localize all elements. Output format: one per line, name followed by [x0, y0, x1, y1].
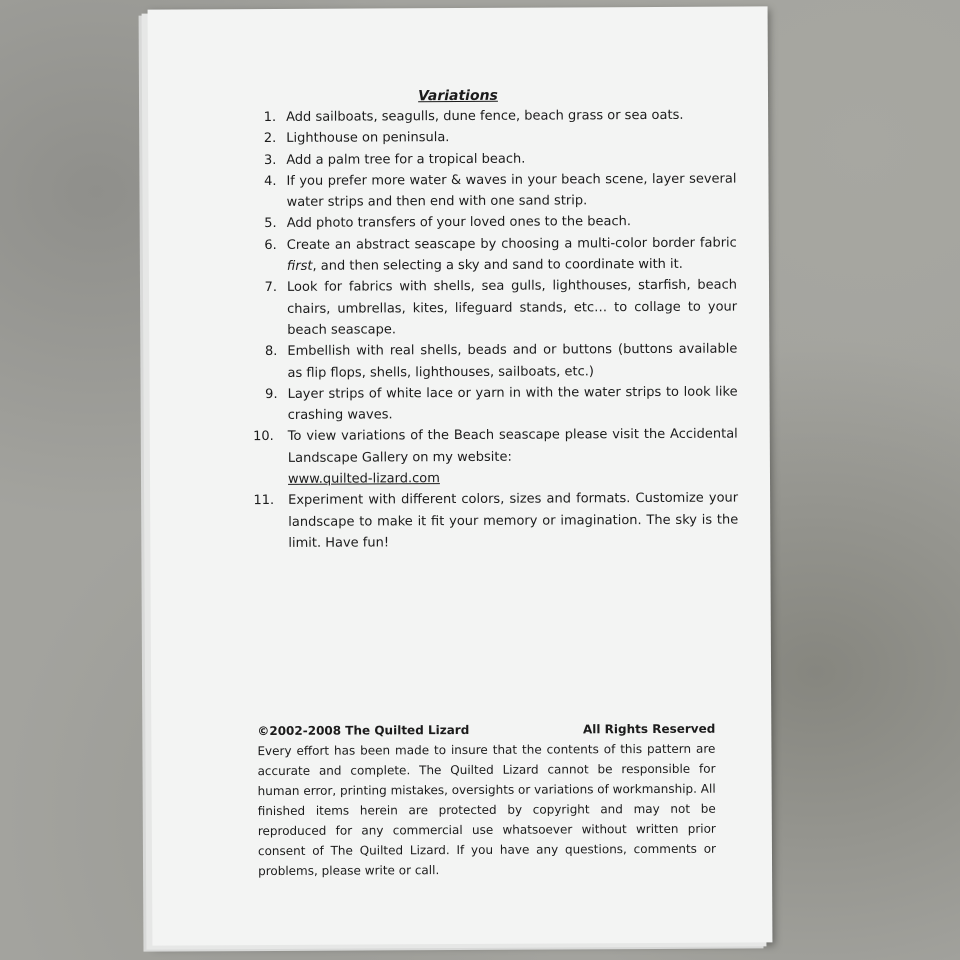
item-number: 6. — [264, 237, 277, 253]
item-text: Embellish with real shells, beads and or buttons (buttons available as flip flops, shells, lighthouses, sailboats, etc.) — [287, 341, 738, 381]
item-text: Add a palm tree for a tropical beach. — [286, 151, 526, 168]
item-text-emphasis: first — [286, 258, 313, 274]
item-text: To view variations of the Beach seascape please visit the Accidental Landscape Gallery on my website: — [287, 426, 738, 466]
item-text: Look for fabrics with shells, sea gulls, lighthouses, starfish, beach chairs, umbrellas, kites, lifeguard stands, etc… to collage to your beach seascape. — [286, 277, 738, 338]
list-item — [259, 275, 737, 341]
website-link[interactable]: www.quilted-lizard.com — [287, 471, 440, 487]
item-text: Add sailboats, seagulls, dune fence, beach grass or sea oats. — [286, 107, 684, 125]
disclaimer-text: Every effort has been made to insure that the contents of this pattern are accurate and complete. The Quilted Lizard cannot be responsible for human error, printing mistakes, oversights or variations of workmanship. All finished items herein are protected by copyright and may not be reproduced for any commercial use whatsoever without written prior consent of The Quilted Lizard. If you have any questions, comments or problems, please write or call. — [257, 741, 716, 879]
footer-header — [257, 719, 715, 741]
list-item — [258, 168, 736, 213]
item-number: 10. — [253, 429, 274, 445]
page-title: Variations — [418, 87, 498, 105]
item-number: 8. — [264, 344, 278, 360]
list-item — [258, 147, 736, 171]
item-text-end: , and then selecting a sky and sand to coordinate with it. — [312, 256, 683, 274]
list-item — [259, 232, 737, 277]
pattern-sheet — [148, 6, 773, 945]
item-number: 1. — [263, 109, 277, 126]
list-item — [259, 211, 737, 235]
copyright-notice: ©2002-2008 The Quilted Lizard — [257, 722, 470, 739]
item-text-start: Create an abstract seascape by choosing a multi-color border fabric — [286, 235, 737, 253]
item-text: Add photo transfers of your loved ones to the beach. — [286, 214, 632, 232]
list-item — [253, 488, 739, 554]
item-number: 11. — [253, 493, 275, 509]
item-number: 4. — [264, 173, 277, 189]
list-item — [260, 381, 738, 426]
item-text: Lighthouse on peninsula. — [286, 130, 450, 147]
list-item — [258, 105, 736, 129]
rights-notice: All Rights Reserved — [582, 721, 716, 737]
list-item — [258, 126, 736, 150]
item-number: 9. — [265, 386, 278, 402]
item-number: 7. — [264, 280, 278, 296]
item-number: 3. — [263, 152, 277, 168]
item-text: If you prefer more water & waves in your beach scene, layer several water strips and then end with one sand strip. — [286, 171, 737, 211]
list-item — [253, 424, 738, 490]
footer — [257, 719, 716, 881]
item-text: Experiment with different colors, sizes and formats. Customize your landscape to make it fit your memory or imagination. The sky is the limit. Have fun! — [288, 490, 739, 551]
item-number: 2. — [263, 131, 277, 147]
item-text: Layer strips of white lace or yarn in with the water strips to look like crashing waves. — [287, 384, 738, 424]
item-number: 5. — [264, 216, 277, 232]
variations-list — [253, 105, 739, 555]
list-item — [259, 339, 737, 384]
